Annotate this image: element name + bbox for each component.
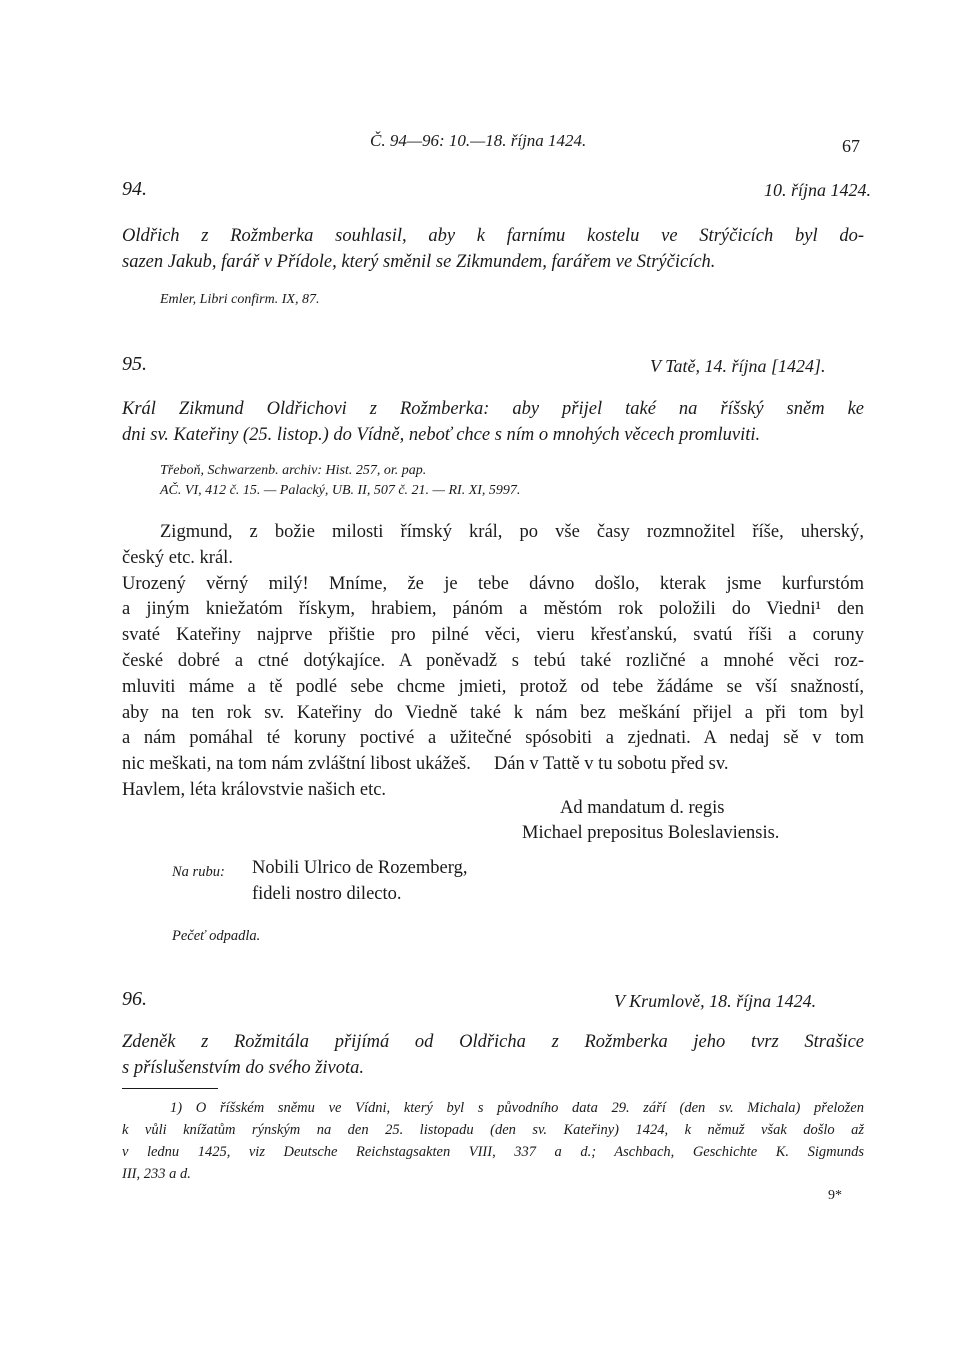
document-date-96: V Krumlově, 18. října 1424. [614, 991, 817, 1011]
source-95-archive: Třeboň, Schwarzenb. archiv: Hist. 257, or. pap. [160, 463, 427, 478]
footnote [122, 1097, 864, 1185]
regest-line: s příslušenstvím do svého života. [122, 1058, 365, 1078]
regest-line: Oldřich z Rožmberka souhlasil, aby k farnímu kostelu ve Strýčicích byl do- [122, 226, 864, 246]
verso-address-line: Nobili Ulrico de Rozemberg, [252, 858, 468, 878]
document-number-94: 94. [122, 178, 147, 200]
verso-address-line: fideli nostro dilecto. [252, 884, 402, 904]
signature-mark: 9* [828, 1188, 842, 1203]
text-line: mluviti máme a tě podlé sebe chcme jmieti, protož od tebe žádáme se vší snažností, [122, 676, 864, 697]
signature-mandate: Ad mandatum d. regis [560, 798, 725, 818]
signature-name: Michael prepositus Boleslaviensis. [522, 823, 780, 843]
footnote-line: III, 233 a d. [122, 1166, 191, 1182]
text-line: nic meškati, na tom nám zvláštní libost ukážeš. Dán v Tattě v tu sobotu před sv. [122, 754, 729, 775]
regest-line: Král Zikmund Oldřichovi z Rožmberka: aby přijel také na říšský sněm ke [122, 399, 864, 419]
text-line: a nám pomáhal té koruny poctivé a užitečné spósobiti a zjednati. A nedaj sě v tom [122, 728, 864, 749]
document-date-95: V Tatě, 14. října [1424]. [650, 356, 826, 376]
letter-text-95 [122, 520, 864, 804]
footnote-separator [122, 1088, 218, 1089]
document-number-95: 95. [122, 353, 147, 375]
running-head: Č. 94—96: 10.—18. října 1424. [370, 131, 587, 150]
text-line: Havlem, léta královstvie našich etc. [122, 779, 387, 800]
text-line: aby na ten rok sv. Kateřiny do Viedně také k nám bez meškání přijel a při tom byl [122, 702, 864, 723]
text-line: Zigmund, z božie milosti římský král, po vše časy rozmnožitel říše, uherský, [160, 522, 864, 542]
regest-line: dni sv. Kateřiny (25. listop.) do Vídně, neboť chce s ním o mnohých věcech promluviti. [122, 425, 761, 445]
footnote-line: v lednu 1425, viz Deutsche Reichstagsakten VIII, 337 a d.; Aschbach, Geschichte K. Sigmunds [122, 1144, 864, 1160]
regest-96 [122, 1029, 864, 1081]
regest-94 [122, 223, 864, 275]
text-line: Urozený věrný milý! Mníme, že je tebe dávno došlo, kterak jsme kurfurstóm [122, 573, 864, 594]
text-line: české dobré a ctné dotýkajíce. A poněvadž s tebú také rozličné a mnohé věci roz- [122, 650, 864, 671]
source-94: Emler, Libri confirm. IX, 87. [160, 292, 320, 307]
footnote-line: k vůli knížatům rýnským na den 25. listopadu (den sv. Kateřiny) 1424, k němuž však došlo až [122, 1122, 864, 1138]
seal-note: Pečeť odpadla. [172, 928, 261, 944]
document-date-94: 10. října 1424. [764, 180, 872, 200]
text-line: český etc. král. [122, 547, 233, 568]
regest-line: sazen Jakub, farář v Přídole, který směnil se Zikmundem, farářem ve Strýčicích. [122, 252, 716, 272]
regest-line: Zdeněk z Rožmitála přijímá od Oldřicha z Rožmberka jeho tvrz Strašice [122, 1032, 864, 1052]
document-number-96: 96. [122, 988, 147, 1010]
source-95-editions: AČ. VI, 412 č. 15. — Palacký, UB. II, 507 č. 21. — RI. XI, 5997. [160, 483, 521, 498]
regest-95 [122, 396, 864, 448]
footnote-line: 1) O říšském sněmu ve Vídni, který byl s původního data 29. září (den sv. Michala) přeložen [170, 1100, 864, 1116]
text-line: svaté Kateřiny najprve přištie pro pilné věci, vieru křesťanskú, svatú říši a coruny [122, 625, 864, 646]
text-line: a jiným kniežatóm řískym, hrabiem, pánóm a městóm rok položili do Viedni¹ den [122, 599, 864, 620]
verso-label: Na rubu: [172, 864, 225, 880]
page-number: 67 [842, 136, 860, 156]
